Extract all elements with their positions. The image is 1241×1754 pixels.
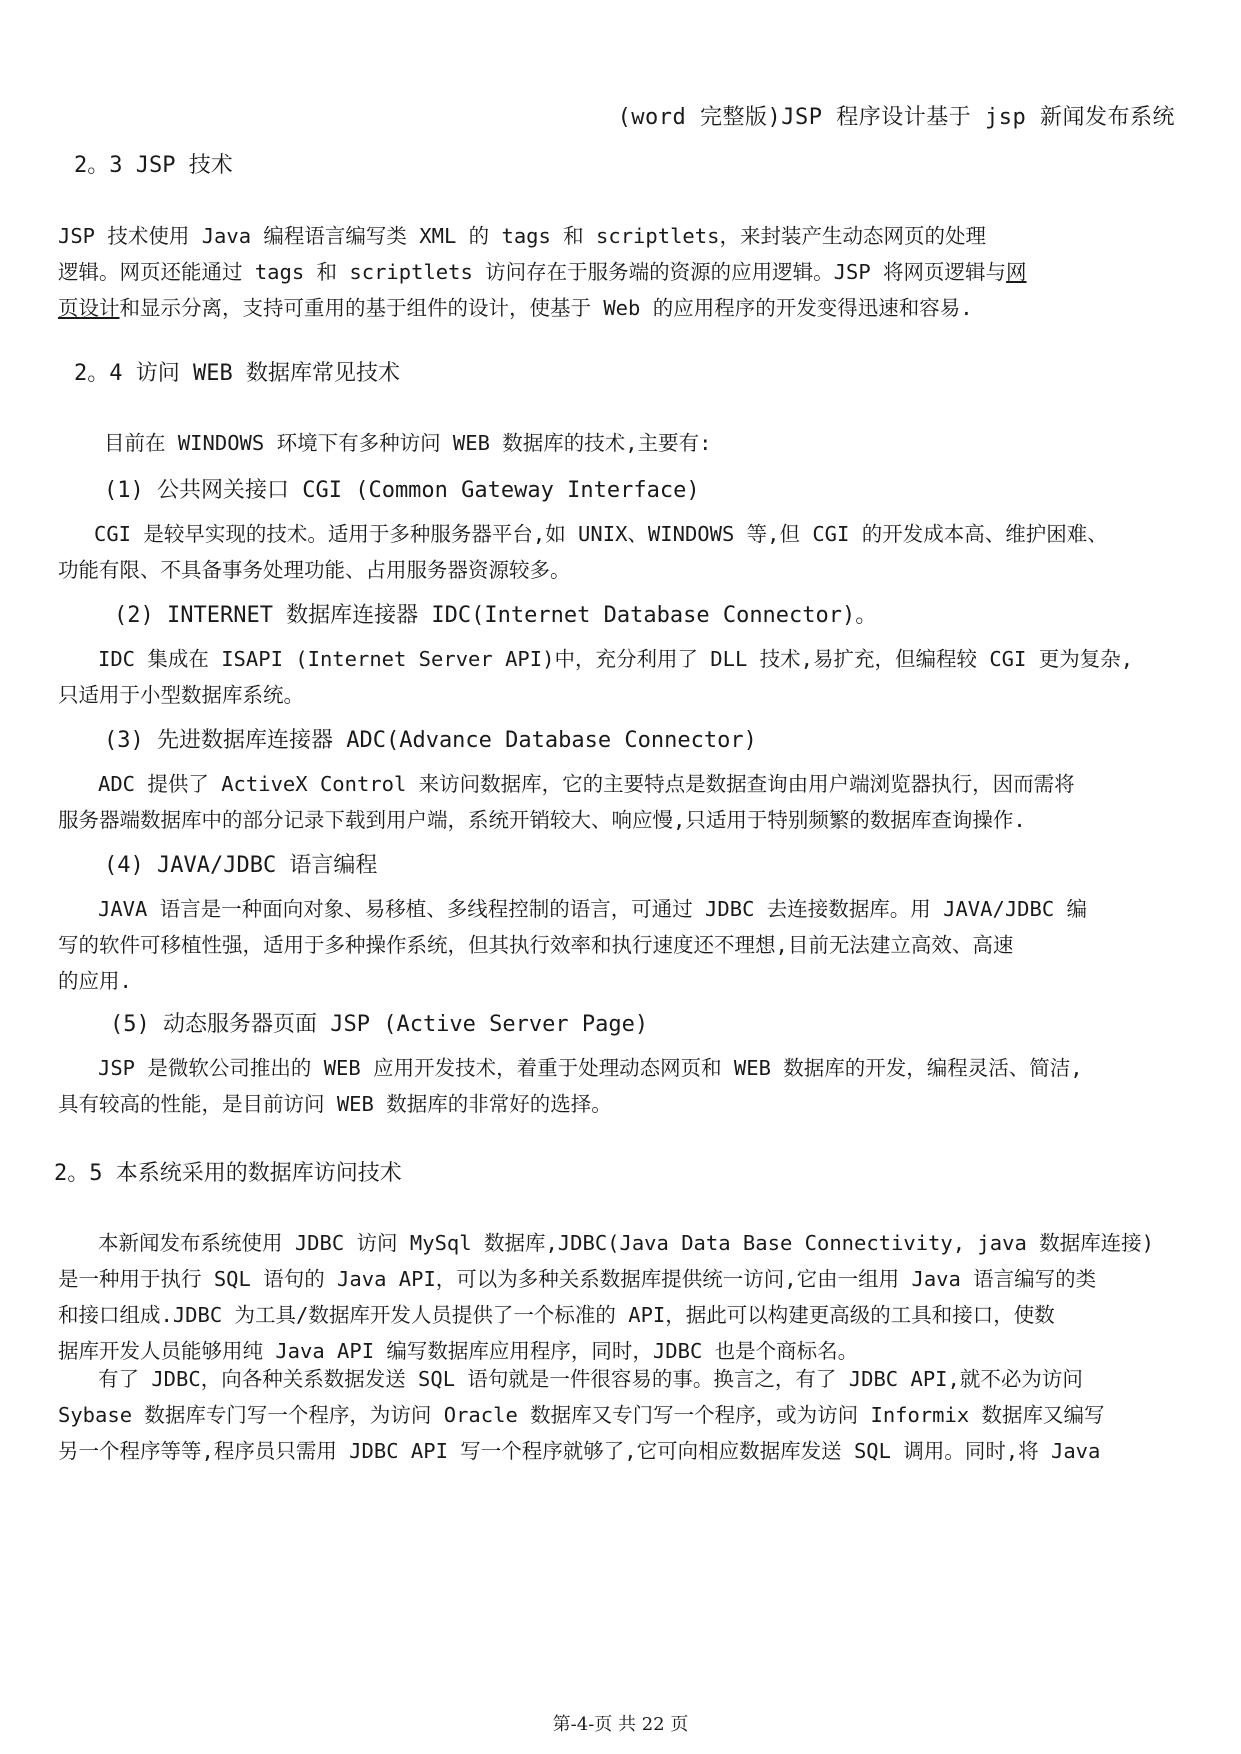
section-heading-2-5: 2。5 本系统采用的数据库访问技术 [54,1161,402,1186]
web-design-link-part2[interactable]: 页设计 [58,296,120,320]
item-4-text [58,891,1188,999]
paragraph-line: 是一种用于执行 SQL 语句的 Java API，可以为多种关系数据库提供统一访问,它由一组用 Java 语言编写的类 [58,1267,1097,1291]
paragraph-line: 只适用于小型数据库系统。 [58,683,304,707]
paragraph-line: 和接口组成.JDBC 为工具/数据库开发人员提供了一个标准的 API，据此可以构建更高级的工具和接口，使数 [58,1303,1055,1327]
item-3-label: (3) 先进数据库连接器 ADC(Advance Database Connector) [104,728,757,753]
item-1-label: (1) 公共网关接口 CGI (Common Gateway Interface) [104,478,700,503]
paragraph-line: 写的软件可移植性强，适用于多种操作系统，但其执行效率和执行速度还不理想,目前无法建立高效、高速 [58,933,1014,957]
paragraph-line-text: 页设计和显示分离，支持可重用的基于组件的设计，使基于 Web 的应用程序的开发变得迅速和容易. [58,296,973,320]
section-2-5-paragraph-1 [58,1225,1188,1369]
page-footer [0,1710,1241,1736]
item-4-label: (4) JAVA/JDBC 语言编程 [104,853,378,878]
page-header: (word 完整版)JSP 程序设计基于 jsp 新闻发布系统 [617,105,1175,130]
paragraph-line: IDC 集成在 ISAPI (Internet Server API)中，充分利用了 DLL 技术,易扩充，但编程较 CGI 更为复杂, [98,647,1134,671]
paragraph-line: JSP 是微软公司推出的 WEB 应用开发技术，着重于处理动态网页和 WEB 数据库的开发，编程灵活、简洁, [98,1056,1083,1080]
paragraph-line: 服务器端数据库中的部分记录下载到用户端，系统开销较大、响应慢,只适用于特别频繁的数据库查询操作. [58,808,1026,832]
section-2-4-intro: 目前在 WINDOWS 环境下有多种访问 WEB 数据库的技术,主要有: [104,431,712,455]
section-heading-2-3: 2。3 JSP 技术 [74,153,233,178]
paragraph-line: CGI 是较早实现的技术。适用于多种服务器平台,如 UNIX、WINDOWS 等,但 CGI 的开发成本高、维护困难、 [94,522,1108,546]
section-2-5-paragraph-2 [58,1361,1188,1469]
paragraph-line: JSP 技术使用 Java 编程语言编写类 XML 的 tags 和 scriptlets，来封装产生动态网页的处理 [58,224,986,248]
item-5-text [58,1050,1188,1122]
paragraph-line: 本新闻发布系统使用 JDBC 访问 MySql 数据库,JDBC(Java Data Base Connectivity, java 数据库连接) [98,1231,1154,1255]
paragraph-line: 的应用. [58,969,132,993]
section-2-3-paragraph [58,218,1188,326]
paragraph-line: 功能有限、不具备事务处理功能、占用服务器资源较多。 [58,558,571,582]
item-2-text [58,641,1188,713]
paragraph-line: Sybase 数据库专门写一个程序，为访问 Oracle 数据库又专门写一个程序，或为访问 Informix 数据库又编写 [58,1403,1105,1427]
web-design-link-part1[interactable]: 网 [1006,260,1027,284]
paragraph-line: 有了 JDBC，向各种关系数据发送 SQL 语句就是一件很容易的事。换言之，有了 JDBC API,就不必为访问 [98,1367,1083,1391]
item-5-label: (5) 动态服务器页面 JSP (Active Server Page) [110,1012,649,1037]
paragraph-line-text: 逻辑。网页还能通过 tags 和 scriptlets 访问存在于服务端的资源的应用逻辑。JSP 将网页逻辑与网 [58,260,1027,284]
paragraph-line [58,254,1188,290]
paragraph-line: 具有较高的性能，是目前访问 WEB 数据库的非常好的选择。 [58,1092,612,1116]
paragraph-line: ADC 提供了 ActiveX Control 来访问数据库，它的主要特点是数据查询由用户端浏览器执行，因而需将 [98,772,1075,796]
paragraph-line: JAVA 语言是一种面向对象、易移植、多线程控制的语言，可通过 JDBC 去连接数据库。用 JAVA/JDBC 编 [98,897,1088,921]
page-number: 第-4-页 共 22 页 [552,1714,689,1735]
item-3-text [58,766,1188,838]
paragraph-line: 据库开发人员能够用纯 Java API 编写数据库应用程序，同时，JDBC 也是个商标名。 [58,1339,859,1363]
paragraph-line [58,290,1188,326]
item-1-text [58,516,1188,588]
paragraph-line: 另一个程序等等,程序员只需用 JDBC API 写一个程序就够了,它可向相应数据库发送 SQL 调用。同时,将 Java [58,1439,1101,1463]
section-heading-2-4: 2。4 访问 WEB 数据库常见技术 [74,361,400,386]
item-2-label: (2) INTERNET 数据库连接器 IDC(Internet Database Connector)。 [114,603,878,628]
